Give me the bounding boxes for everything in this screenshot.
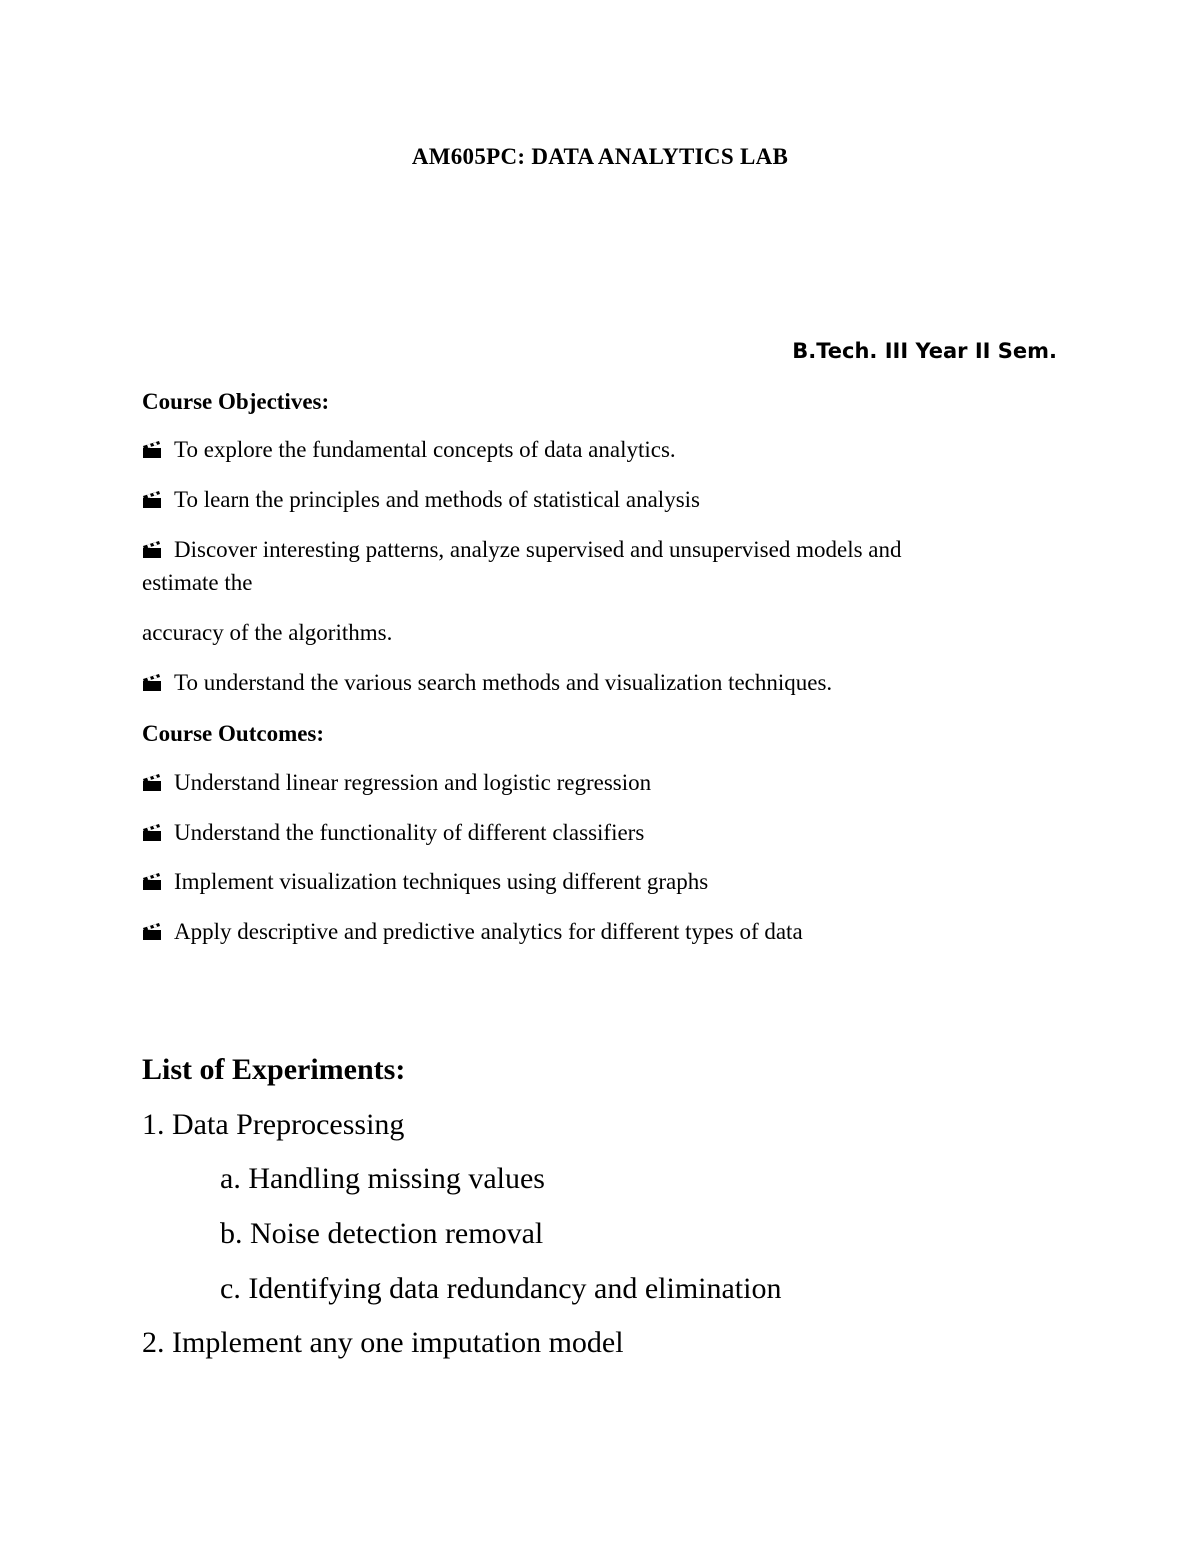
document-title: AM605PC: DATA ANALYTICS LAB: [411, 144, 789, 169]
objective-continuation: estimate the: [142, 570, 253, 595]
semester-label: B.Tech. III Year II Sem.: [792, 339, 1057, 363]
clapperboard-icon: [142, 491, 162, 509]
experiment-item: 2. Implement any one imputation model: [142, 1326, 624, 1359]
clapperboard-icon: [142, 541, 162, 559]
experiment-subitem: c. Identifying data redundancy and elimination: [220, 1272, 782, 1305]
outcome-text: Implement visualization techniques using different graphs: [174, 869, 709, 894]
outcome-text: Apply descriptive and predictive analytics for different types of data: [174, 919, 803, 944]
clapperboard-icon: [142, 774, 162, 792]
experiment-subitem: b. Noise detection removal: [220, 1217, 544, 1250]
clapperboard-icon: [142, 873, 162, 891]
outcome-item: [142, 919, 803, 945]
outcome-text: Understand linear regression and logistic regression: [174, 770, 652, 795]
objective-text: To understand the various search methods and visualization techniques.: [174, 670, 833, 695]
clapperboard-icon: [142, 824, 162, 842]
experiment-item: 1. Data Preprocessing: [142, 1108, 405, 1141]
outcome-text: Understand the functionality of different classifiers: [174, 820, 645, 845]
clapperboard-icon: [142, 923, 162, 941]
outcome-item: [142, 820, 644, 846]
experiment-subitem: a. Handling missing values: [220, 1162, 545, 1195]
outcome-item: [142, 869, 708, 895]
objective-item: [142, 537, 902, 563]
objective-text: To explore the fundamental concepts of data analytics.: [174, 437, 676, 462]
objective-text: To learn the principles and methods of statistical analysis: [174, 487, 700, 512]
outcomes-heading: Course Outcomes:: [142, 721, 325, 746]
clapperboard-icon: [142, 674, 162, 692]
objective-text: Discover interesting patterns, analyze supervised and unsupervised models and: [174, 537, 902, 562]
objective-item: [142, 487, 700, 513]
clapperboard-icon: [142, 441, 162, 459]
objectives-heading: Course Objectives:: [142, 389, 330, 414]
objective-item: [142, 670, 832, 696]
objective-continuation: accuracy of the algorithms.: [142, 620, 393, 645]
outcome-item: [142, 770, 651, 796]
experiments-heading: List of Experiments:: [142, 1053, 406, 1086]
objective-item: [142, 437, 676, 463]
